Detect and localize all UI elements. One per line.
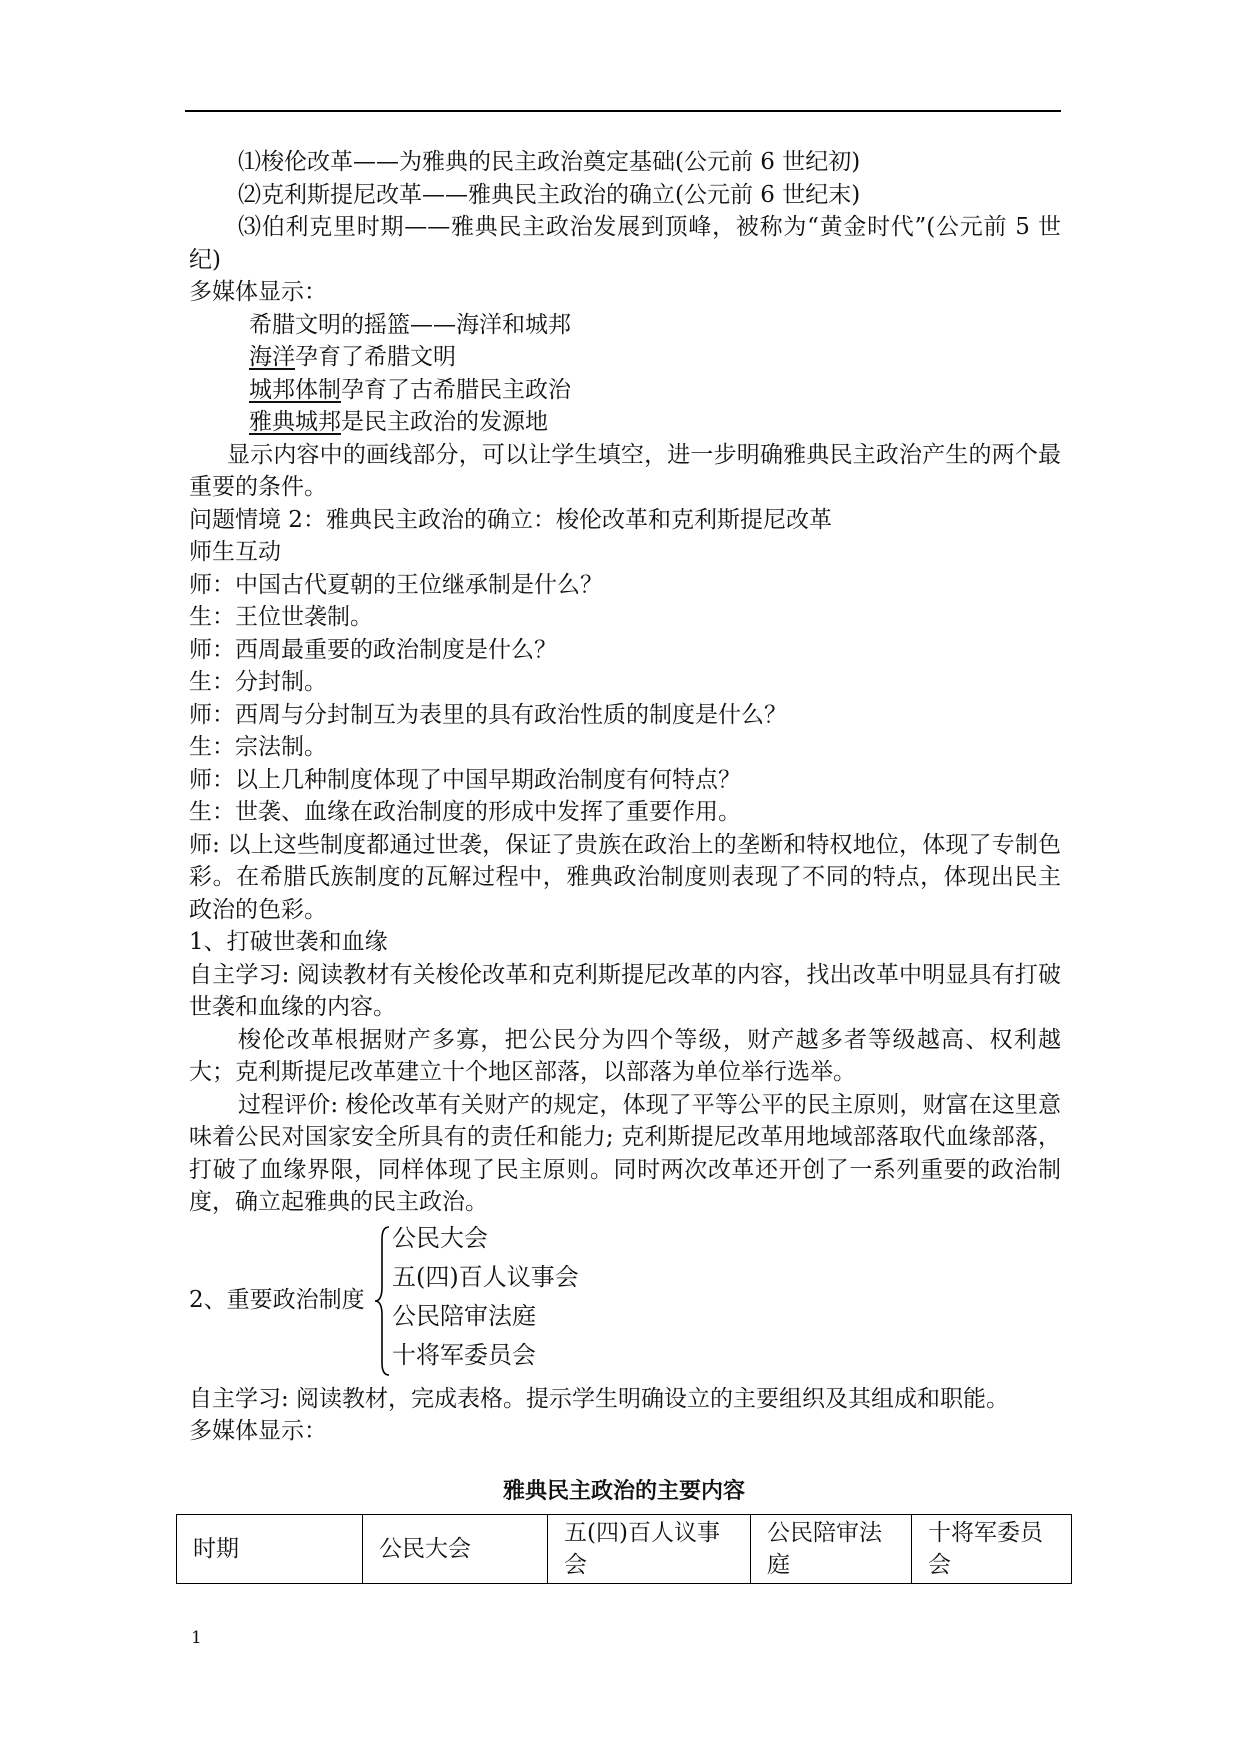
table-header-cell: 十将军委员会 — [912, 1515, 1072, 1584]
dialogue-line: 师：以上几种制度体现了中国早期政治制度有何特点？ — [189, 766, 741, 793]
multimedia-line — [189, 341, 1061, 374]
institutions-list — [392, 1219, 579, 1375]
reform-summary: 梭伦改革根据财产多寡，把公民分为四个等级，财产越多者等级越高、权利越大；克利斯提尼改革建立十个地区部落，以部落为单位举行选举。 — [189, 1026, 1061, 1085]
line-text: 是民主政治的发源地 — [341, 409, 548, 435]
table-header-cell: 公民大会 — [363, 1515, 548, 1584]
dialogue-line: 师：西周与分封制互为表里的具有政治性质的制度是什么？ — [189, 701, 787, 728]
institution-item: 十将军委员会 — [392, 1340, 536, 1369]
line-text: 孕育了希腊文明 — [295, 344, 456, 370]
institutions-brace-group — [189, 1223, 1061, 1379]
header-rule — [185, 110, 1061, 112]
intro-item-2: ⑵克利斯提尼改革——雅典民主政治的确立(公元前 6 世纪末) — [238, 181, 861, 208]
table-header-row — [177, 1515, 1072, 1584]
dialogue-line: 生：分封制。 — [189, 669, 327, 695]
underlined-blank: 雅典城邦 — [249, 409, 341, 435]
table-header-cell: 五(四)百人议事会 — [548, 1515, 751, 1584]
self-study-1: 自主学习: 阅读教材有关梭伦改革和克利斯提尼改革的内容，找出改革中明显具有打破世袭和血缘的内容。 — [189, 961, 1061, 1020]
document-body — [189, 146, 1061, 1448]
dialogue-line: 师：中国古代夏朝的王位继承制是什么？ — [189, 571, 603, 598]
self-study-2: 自主学习: 阅读教材，完成表格。提示学生明确设立的主要组织及其组成和职能。 — [189, 1385, 1010, 1412]
interaction-heading: 师生互动 — [189, 539, 281, 565]
multimedia-title: 希腊文明的摇篮——海洋和城邦 — [249, 311, 571, 338]
multimedia-line — [189, 406, 1061, 439]
section-heading-1: 1、打破世袭和血缘 — [189, 929, 388, 955]
multimedia-label: 多媒体显示： — [189, 279, 327, 305]
intro-item-3: ⑶伯利克里时期——雅典民主政治发展到顶峰，被称为“黄金时代”(公元前 5 世纪) — [189, 214, 1061, 273]
multimedia-label-2: 多媒体显示： — [189, 1418, 327, 1444]
institution-item: 公民大会 — [392, 1223, 488, 1252]
dialogue-line: 生：宗法制。 — [189, 734, 327, 760]
multimedia-line — [189, 374, 1061, 407]
display-note: 显示内容中的画线部分，可以让学生填空，进一步明确雅典民主政治产生的两个最重要的条件。 — [189, 441, 1061, 500]
table-title: 雅典民主政治的主要内容 — [502, 1479, 745, 1504]
underlined-blank: 城邦体制 — [249, 376, 341, 403]
institution-item: 五(四)百人议事会 — [392, 1262, 579, 1291]
dialogue-line: 生：世袭、血缘在政治制度的形成中发挥了重要作用。 — [189, 799, 741, 825]
institution-item: 公民陪审法庭 — [392, 1301, 536, 1330]
section-heading-2: 2、重要政治制度 — [189, 1286, 365, 1313]
dialogue-line: 生：王位世袭制。 — [189, 604, 373, 630]
page-number: 1 — [191, 1628, 202, 1648]
problem-scenario: 问题情境 2：雅典民主政治的确立：梭伦改革和克利斯提尼改革 — [189, 506, 832, 533]
teacher-summary: 师: 以上这些制度都通过世袭，保证了贵族在政治上的垄断和特权地位，体现了专制色彩。在希腊氏族制度的瓦解过程中，雅典政治制度则表现了不同的特点，体现出民主政治的色彩。 — [189, 831, 1061, 923]
table-header-cell: 时期 — [177, 1515, 363, 1584]
intro-item-1: ⑴梭伦改革——为雅典的民主政治奠定基础(公元前 6 世纪初) — [238, 149, 861, 175]
table-header-cell: 公民陪审法庭 — [751, 1515, 912, 1584]
line-text: 孕育了古希腊民主政治 — [341, 376, 571, 403]
dialogue-line: 师：西周最重要的政治制度是什么？ — [189, 636, 557, 663]
curly-brace-icon — [373, 1225, 391, 1377]
underlined-blank: 海洋 — [249, 344, 295, 370]
process-evaluation: 过程评价: 梭伦改革有关财产的规定，体现了平等公平的民主原则，财富在这里意味着公民对国家安全所具有的责任和能力; 克利斯提尼改革用地域部落取代血缘部落，打破了血缘界限，同样体现了民主原则。同时两次改革还开创了一系列重要的政治制度，确立起雅典的民主政治。 — [189, 1091, 1061, 1215]
democracy-content-table — [176, 1514, 1072, 1584]
